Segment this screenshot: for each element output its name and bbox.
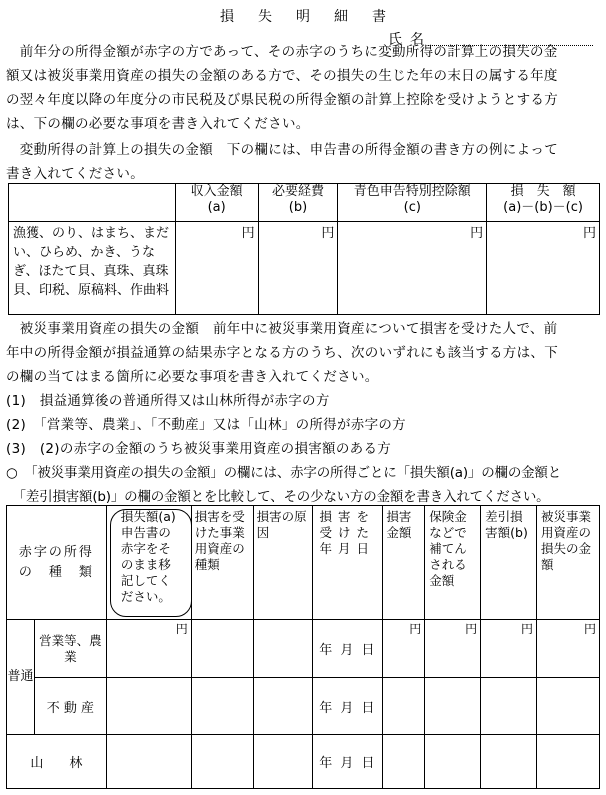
disaster-line: の欄の当てはまる箇所に必要な事項を書き入れてください。 [6,369,379,385]
table1-corner [9,184,176,222]
col-header-date: 損害を受けた年月日 [313,506,383,620]
title-char: 損 [220,9,234,25]
document-title [0,6,606,26]
name-label: 氏名 [388,32,432,48]
cause-cell[interactable] [253,620,313,678]
col-header-damage: 損害金額 [383,506,425,620]
group-label-ordinary: 普通 [7,620,35,735]
cause-cell[interactable] [253,735,313,789]
header-sub: (a)－(b)－(c) [503,200,583,215]
disaster-line: 年中の所得金額が損益通算の結果赤字となる方のうち、次のいずれにも該当する方は、下 [6,345,558,361]
col-header-insurance: 保険金などで補てんされる金額 [425,506,481,620]
col-header-income-type: 赤字の所得の 種 類 [7,506,107,620]
header-label: 青色申告特別控除額 [353,184,471,199]
yen-label: 円 [470,226,484,241]
row-label-real-estate: 不 動 産 [34,678,106,735]
yen-label: 円 [583,622,596,636]
expenses-cell[interactable] [258,222,338,315]
col-header-disaster-loss: 被災事業用資産の損失の金額 [537,506,600,620]
loss-a-cell[interactable] [106,620,191,678]
header-revenue [175,184,258,222]
header-sub: (c) [403,200,421,215]
disaster-loss-cell[interactable] [537,678,600,735]
header-sub: (a) [207,200,226,215]
yen-label: 円 [465,622,478,636]
disaster-line: (2) 「営業等、農業」、「不動産」又は「山林」の所得が赤字の方 [6,417,406,433]
asset-type-cell[interactable] [191,735,253,789]
disaster-loss-table [6,505,600,789]
date-cell[interactable]: 年 月 日 [313,678,383,735]
disaster-loss-cell[interactable] [537,620,600,678]
date-cell[interactable]: 年 月 日 [313,620,383,678]
variable-income-paragraph [6,138,602,186]
blue-deduction-cell[interactable] [338,222,487,315]
variable-line: 書き入れてください。 [6,166,144,182]
date-cell[interactable]: 年 月 日 [313,735,383,789]
yen-label: 円 [409,622,422,636]
asset-type-cell[interactable] [191,678,253,735]
intro-line: は、下の欄の必要な事項を書き入れてください。 [6,116,310,132]
header-sub: (b) [288,200,308,215]
col-header-cause: 損害の原因 [253,506,313,620]
yen-label: 円 [521,622,534,636]
variable-line: 変動所得の計算上の損失の金額 下の欄には、申告書の所得金額の書き方の例によって [6,142,558,158]
disaster-line: 被災事業用資産の損失の金額 前年中に被災事業用資産について損害を受けた人で、前 [6,321,558,337]
col-header-loss-a: 損失額(a)申告書の赤字をそのまま移記してください。 [106,506,191,620]
header-blue-deduction [338,184,487,222]
header-expenses [258,184,338,222]
loss-amount-cell[interactable] [487,222,600,315]
title-char: 書 [372,9,386,25]
yen-label: 円 [175,622,188,636]
yen-label: 円 [582,226,596,241]
insurance-cell[interactable] [425,620,481,678]
loss-a-cell[interactable] [106,678,191,735]
header-label: 必要経費 [272,184,325,199]
damage-cell[interactable] [383,678,425,735]
net-damage-cell[interactable] [481,620,537,678]
disaster-line: 「差引損害額(b)」の欄の金額とを比較して、その少ない方の金額を書き入れてください。 [6,489,550,505]
title-char: 明 [296,9,310,25]
disaster-loss-cell[interactable] [537,735,600,789]
intro-line: 前年分の所得金額が赤字の方であって、その赤字のうちに変動所得の計算上の損失の金 [6,44,558,60]
header-label: 損 失 額 [510,184,576,199]
intro-line: の翌々年度以降の年度分の市民税及び県民税の所得金額の計算上控除を受けようとする方 [6,92,558,108]
disaster-line: (3) (2)の赤字の金額のうち被災事業用資産の損害額のある方 [6,441,392,457]
row-label-forestry: 山 林 [7,735,107,789]
damage-cell[interactable] [383,735,425,789]
col-header-asset-type: 損害を受けた事業用資産の種類 [191,506,253,620]
yen-label: 円 [241,226,255,241]
revenue-cell[interactable] [175,222,258,315]
insurance-cell[interactable] [425,735,481,789]
insurance-cell[interactable] [425,678,481,735]
row-label-business: 営業等、農業 [34,620,106,678]
asset-type-cell[interactable] [191,620,253,678]
header-loss-amount [487,184,600,222]
disaster-paragraph [6,317,602,509]
row-label-variable-income: 漁獲、のり、はまち、まだい、ひらめ、かき、うなぎ、ほたて貝、真珠、真珠貝、印税、原稿料、作曲料 [9,222,176,315]
net-damage-cell[interactable] [481,735,537,789]
net-damage-cell[interactable] [481,678,537,735]
title-char: 細 [334,9,348,25]
disaster-line: ○ 「被災事業用資産の損失の金額」の欄には、赤字の所得ごとに「損失額(a)」の欄の金額と [6,465,562,481]
cause-cell[interactable] [253,678,313,735]
intro-line: 額又は被災事業用資産の損失の金額のある方で、その損失の生じた年の末日の属する年度 [6,68,558,84]
yen-label: 円 [321,226,335,241]
disaster-line: (1) 損益通算後の普通所得又は山林所得が赤字の方 [6,393,330,409]
col-header-net-damage-b: 差引損害額(b) [481,506,537,620]
loss-a-oval-marker [110,509,192,617]
variable-income-table [8,183,600,315]
intro-paragraph [6,40,602,136]
header-label: 収入金額 [190,184,243,199]
title-char: 失 [258,9,272,25]
loss-a-cell[interactable] [106,735,191,789]
damage-cell[interactable] [383,620,425,678]
